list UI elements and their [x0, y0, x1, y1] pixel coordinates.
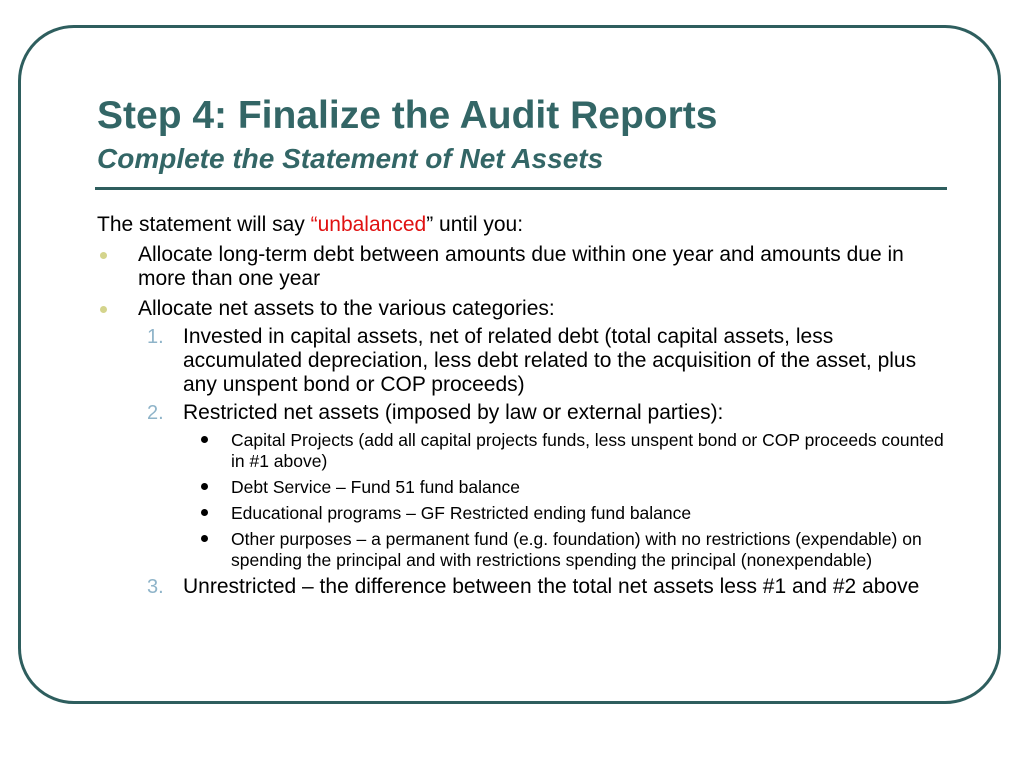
unbalanced-highlight: “unbalanced: [310, 213, 427, 236]
category-restricted: [97, 401, 947, 425]
bullet-dot-icon: [201, 509, 208, 516]
title-divider: [95, 187, 947, 190]
restricted-item-text: Capital Projects (add all capital projects funds, less unspent bond or COP proceeds counted in #1 above): [231, 430, 944, 471]
list-number: 2.: [147, 402, 164, 424]
bullet-dot-icon: [100, 306, 107, 313]
bullet-dot-icon: [201, 535, 208, 542]
restricted-item-text: Educational programs – GF Restricted ending fund balance: [231, 503, 692, 523]
category-text: Invested in capital assets, net of related debt (total capital assets, less accumulated depreciation, less debt related to the acquisition of the asset, plus any unspent bond or COP proceeds): [183, 325, 917, 396]
bullet-allocate-debt: [97, 243, 947, 291]
bullet-dot-icon: [201, 436, 208, 443]
category-text: Unrestricted – the difference between the total net assets less #1 and #2 above: [183, 575, 920, 598]
bullet-dot-icon: [201, 483, 208, 490]
list-number: 1.: [147, 326, 164, 348]
restricted-item-text: Other purposes – a permanent fund (e.g. foundation) with no restrictions (expendable) on spending the principal and with restrictions spending the principal (nonexpendable): [231, 529, 922, 570]
category-invested-capital: [97, 325, 947, 397]
intro-before: The statement will say: [97, 213, 311, 236]
slide-subtitle: Complete the Statement of Net Assets: [97, 143, 604, 174]
restricted-item-educational-programs: [97, 503, 947, 524]
bullet-text: Allocate net assets to the various categories:: [138, 297, 555, 320]
slide-body: [97, 213, 947, 599]
intro-after: ” until you:: [426, 213, 524, 236]
category-unrestricted: [97, 575, 947, 599]
restricted-item-capital-projects: [97, 430, 947, 472]
bullet-allocate-net-assets: [97, 297, 947, 321]
category-text: Restricted net assets (imposed by law or external parties):: [183, 401, 724, 424]
bullet-dot-icon: [100, 252, 107, 259]
bullet-text: Allocate long-term debt between amounts due within one year and amounts due in more than one year: [138, 243, 904, 290]
intro-text: [97, 213, 947, 237]
restricted-item-debt-service: [97, 477, 947, 498]
list-number: 3.: [147, 576, 164, 598]
restricted-item-other-purposes: [97, 529, 947, 571]
restricted-item-text: Debt Service – Fund 51 fund balance: [231, 477, 520, 497]
slide-title: Step 4: Finalize the Audit Reports: [97, 94, 718, 137]
